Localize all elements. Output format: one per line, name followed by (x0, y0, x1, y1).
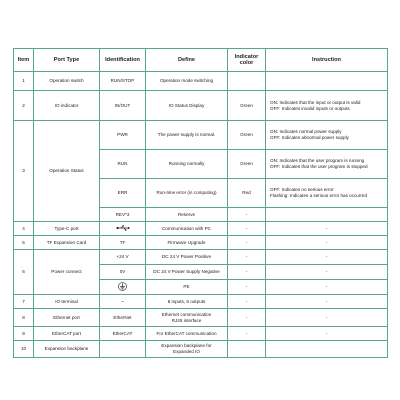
define-line: Expanded IO (173, 349, 200, 354)
table-row (14, 309, 388, 327)
cell-instruction: - (266, 280, 388, 295)
cell-instruction (266, 341, 388, 358)
cell-instruction (266, 150, 388, 179)
cell-port-type: Type-C port (34, 222, 100, 236)
usb-icon (116, 225, 130, 231)
instruction-line: ON: Indicates that the user program is running (270, 158, 365, 164)
cell-item: 4 (14, 222, 34, 236)
cell-port-type: TF Expansion Card (34, 236, 100, 250)
header-item: Item (14, 49, 34, 72)
cell-color: Green (228, 121, 266, 150)
cell-color (228, 72, 266, 91)
cell-define: Firmware Upgrade (146, 236, 228, 250)
header-define: Define (146, 49, 228, 72)
instruction-line: OFF: Indicates invalid inputs or outputs (270, 105, 350, 111)
table-row (14, 250, 388, 265)
cell-item: 9 (14, 327, 34, 341)
cell-item: 7 (14, 295, 34, 309)
cell-instruction (266, 208, 388, 222)
ground-icon (118, 282, 127, 291)
header-identification: Identification (100, 49, 146, 72)
cell-color: - (228, 250, 266, 265)
cell-define: Communication with PC (146, 222, 228, 236)
cell-item: 5 (14, 236, 34, 250)
cell-port-type: Power connect (34, 250, 100, 295)
cell-instruction (266, 91, 388, 121)
cell-color (228, 341, 266, 358)
cell-instruction: - (266, 309, 388, 327)
instruction-line: OFF: Indicates abnormal power supply (270, 135, 349, 140)
cell-port-type: EtherCAT port (34, 327, 100, 341)
cell-identification: REV*3 (100, 208, 146, 222)
cell-item: 10 (14, 341, 34, 358)
cell-port-type: Ethernet port (34, 309, 100, 327)
define-line: Ethernet communication (161, 311, 212, 317)
cell-item: 3 (14, 121, 34, 222)
cell-identification: ~ (100, 295, 146, 309)
cell-identification: 0V (100, 265, 146, 280)
cell-define (146, 309, 228, 327)
table-row (14, 236, 388, 250)
cell-identification: EtherNet (100, 309, 146, 327)
cell-identification: RUN/STOP (100, 72, 146, 91)
cell-define: DC 24 V Power Supply Negative (146, 265, 228, 280)
cell-identification: PWR (100, 121, 146, 150)
cell-identification: +24 V (100, 250, 146, 265)
cell-color: - (228, 222, 266, 236)
define-line: Expansion backplane for (161, 343, 212, 349)
cell-instruction: - (266, 327, 388, 341)
cell-color: - (228, 208, 266, 222)
header-port-type: Port Type (34, 49, 100, 72)
header-row (14, 49, 388, 72)
cell-instruction: - (266, 295, 388, 309)
cell-color: Green (228, 91, 266, 121)
define-line: RJ45 interface (171, 317, 202, 323)
cell-define: Running normally (146, 150, 228, 179)
instruction-line: OFF: Indicates that the user program is stopped (270, 164, 368, 169)
cell-port-type: Operation Status (34, 121, 100, 222)
table-row (14, 72, 388, 91)
cell-define: For EtherCAT communication (146, 327, 228, 341)
cell-item: 2 (14, 91, 34, 121)
instruction-line: Flashing: Indicates a serious error has occurred (270, 193, 368, 198)
cell-identification: IN/OUT (100, 91, 146, 121)
table-row (14, 222, 388, 236)
header-instruction: Instruction (266, 49, 388, 72)
cell-identification (100, 280, 146, 295)
cell-define: Run-time error (in computing) (146, 179, 228, 208)
cell-identification: EtherCAT (100, 327, 146, 341)
cell-instruction: - (266, 222, 388, 236)
cell-port-type: IO terminal (34, 295, 100, 309)
cell-define: Reserve (146, 208, 228, 222)
cell-define: The power supply is normal. (146, 121, 228, 150)
cell-instruction (266, 121, 388, 150)
table-row (14, 341, 388, 358)
cell-instruction: - (266, 265, 388, 280)
cell-identification (100, 222, 146, 236)
cell-item: 6 (14, 250, 34, 295)
spec-table-container (13, 48, 387, 358)
cell-color: - (228, 309, 266, 327)
instruction-line: ON: Indicates normal power supply (270, 129, 342, 135)
cell-instruction (266, 179, 388, 208)
cell-color: - (228, 265, 266, 280)
port-spec-table (13, 48, 388, 358)
instruction-line: OFF: Indicates no serious error (270, 187, 334, 193)
header-indicator-color: Indicator color (228, 49, 266, 72)
cell-port-type: Operation switch (34, 72, 100, 91)
cell-instruction: - (266, 236, 388, 250)
cell-define (146, 341, 228, 358)
cell-define: DC 24 V Power Positive (146, 250, 228, 265)
cell-port-type: IO indicator (34, 91, 100, 121)
cell-instruction (266, 72, 388, 91)
cell-define: Operation mode switching (146, 72, 228, 91)
cell-instruction: - (266, 250, 388, 265)
cell-identification: RUN (100, 150, 146, 179)
cell-color: - (228, 236, 266, 250)
cell-item: 8 (14, 309, 34, 327)
table-row (14, 91, 388, 121)
cell-identification (100, 341, 146, 358)
cell-item: 1 (14, 72, 34, 91)
cell-color: - (228, 295, 266, 309)
table-row (14, 327, 388, 341)
cell-identification: ERR (100, 179, 146, 208)
cell-color: - (228, 280, 266, 295)
cell-define: PE (146, 280, 228, 295)
cell-port-type: Expansion backplane (34, 341, 100, 358)
cell-color: Red (228, 179, 266, 208)
table-row (14, 121, 388, 150)
cell-color: Green (228, 150, 266, 179)
table-row (14, 295, 388, 309)
cell-define: IO Status Display (146, 91, 228, 121)
cell-color: - (228, 327, 266, 341)
cell-define: 8 inputs, 8 outputs (146, 295, 228, 309)
cell-identification: TF (100, 236, 146, 250)
instruction-line: ON: Indicates that the input or output is valid (270, 99, 361, 105)
